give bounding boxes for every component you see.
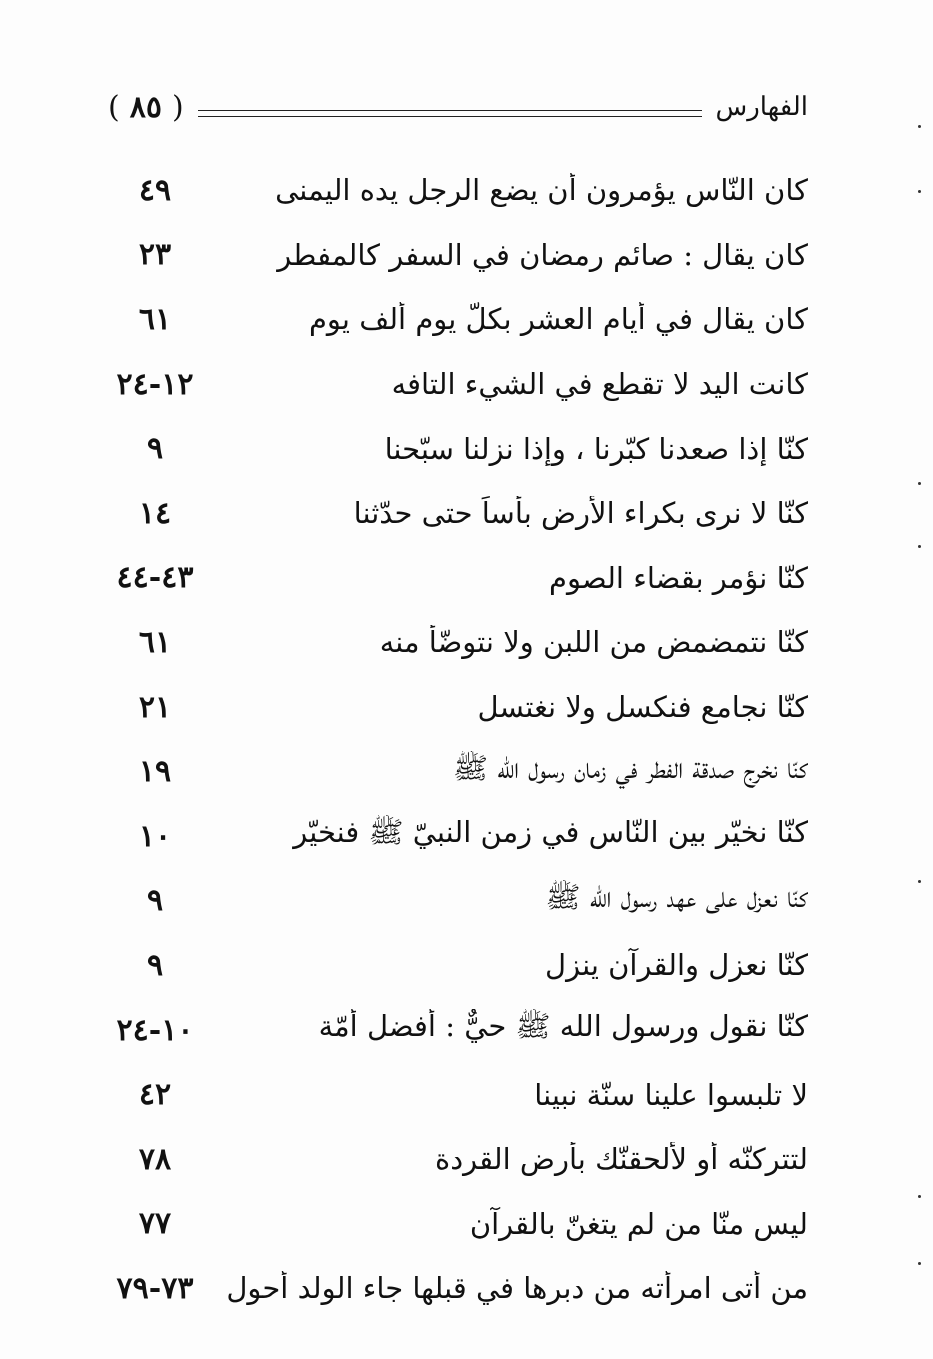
entry-text: كنّا إذا صعدنا كبّرنا ، وإذا نزلنا سبّحنا (384, 431, 808, 466)
entry-text: كنّا نؤمر بقضاء الصوم (549, 560, 808, 595)
entry-pages: ٧٨ (138, 1141, 172, 1177)
entry-text: كنّا نتمضمض من اللبن ولا نتوضّأ منه (379, 625, 808, 660)
entry-pages: ١٠ (138, 818, 172, 854)
entry-pages: ٩ (146, 883, 164, 919)
entry-text: من أتى امرأته من دبرها في قبلها جاء الولد أحول (226, 1271, 808, 1306)
index-entry (100, 1127, 808, 1192)
entry-pages: ٦١ (138, 301, 172, 337)
page-number-paren-close: ) (171, 89, 184, 125)
scan-speck (918, 1262, 921, 1265)
index-entry (100, 352, 808, 417)
entry-pages: ٧٧ (138, 1206, 172, 1242)
scan-speck (918, 880, 921, 883)
index-entry (100, 158, 808, 223)
entry-pages: ٦١ (138, 624, 172, 660)
entry-pages: ١٩ (138, 754, 172, 790)
entry-pages: ٩ (146, 431, 164, 467)
index-entry (100, 739, 808, 804)
scan-speck (918, 125, 921, 128)
index-entry (100, 481, 808, 546)
entry-text: كنّا نعزل والقرآن ينزل (545, 948, 808, 983)
page-number-paren-open: ( (108, 89, 120, 125)
index-entry (100, 998, 808, 1063)
entry-text: كنّا نخيّر بين النّاس في زمن النبيّ ﷺ فنخيّر (293, 815, 808, 850)
index-entries (100, 158, 808, 1321)
entry-text: كنّا لا نرى بكراء الأرض بأساً حتى حدّثنا (353, 496, 808, 531)
entry-text: كان يقال : صائم رمضان في السفر كالمفطر (277, 237, 808, 272)
index-entry (100, 869, 808, 934)
index-entry (100, 675, 808, 740)
index-entry (100, 416, 808, 481)
entry-pages: ٤٢ (138, 1077, 172, 1113)
page-number (108, 90, 184, 125)
index-entry (100, 1062, 808, 1127)
entry-text: كانت اليد لا تقطع في الشيء التافه (391, 367, 808, 402)
entry-pages: ١٠-٢٤ (116, 1012, 194, 1048)
scan-speck (918, 1195, 921, 1198)
entry-text: ليس منّا من لم يتغنّ بالقرآن (469, 1206, 808, 1241)
entry-pages: ٤٩ (138, 172, 172, 208)
scan-speck (918, 482, 921, 485)
entry-pages: ٢٣ (138, 237, 172, 273)
entry-text: كنّا نعزل على عهد رسول الله ﷺ (545, 879, 808, 914)
entry-pages: ٢١ (138, 689, 172, 725)
page-header (108, 82, 808, 132)
entry-pages: ١٢-٢٤ (116, 366, 194, 402)
index-entry (100, 546, 808, 611)
index-entry (100, 1256, 808, 1321)
scan-speck (918, 545, 921, 548)
index-entry (100, 610, 808, 675)
index-entry (100, 287, 808, 352)
page-number-value: ٨٥ (129, 89, 162, 125)
entry-pages: ٩ (146, 947, 164, 983)
header-rule (198, 110, 702, 117)
scan-speck (918, 190, 921, 193)
entry-text: لتتركنّه أو لألحقنّك بأرض القردة (435, 1142, 808, 1177)
entry-text: لا تلبسوا علينا سنّة نبينا (534, 1077, 808, 1112)
entry-text: كنّا نجامع فنكسل ولا نغتسل (477, 690, 808, 725)
entry-pages: ٧٣-٧٩ (116, 1270, 194, 1306)
index-entry (100, 804, 808, 869)
entry-text: كان يقال في أيام العشر بكلّ يوم ألف يوم (308, 302, 808, 337)
index-entry (100, 223, 808, 288)
entry-text: كنّا نقول ورسول الله ﷺ حيٌّ : أفضل أمّة (318, 1009, 808, 1044)
entry-pages: ٤٣-٤٤ (116, 560, 194, 596)
index-entry (100, 933, 808, 998)
running-title: الفهارس (715, 92, 808, 122)
index-entry (100, 1192, 808, 1257)
entry-pages: ١٤ (138, 495, 172, 531)
entry-text: كنّا نخرج صدقة الفطر في زمان رسول الله ﷺ (453, 750, 808, 785)
entry-text: كان النّاس يؤمرون أن يضع الرجل يده اليمنى (275, 173, 808, 208)
